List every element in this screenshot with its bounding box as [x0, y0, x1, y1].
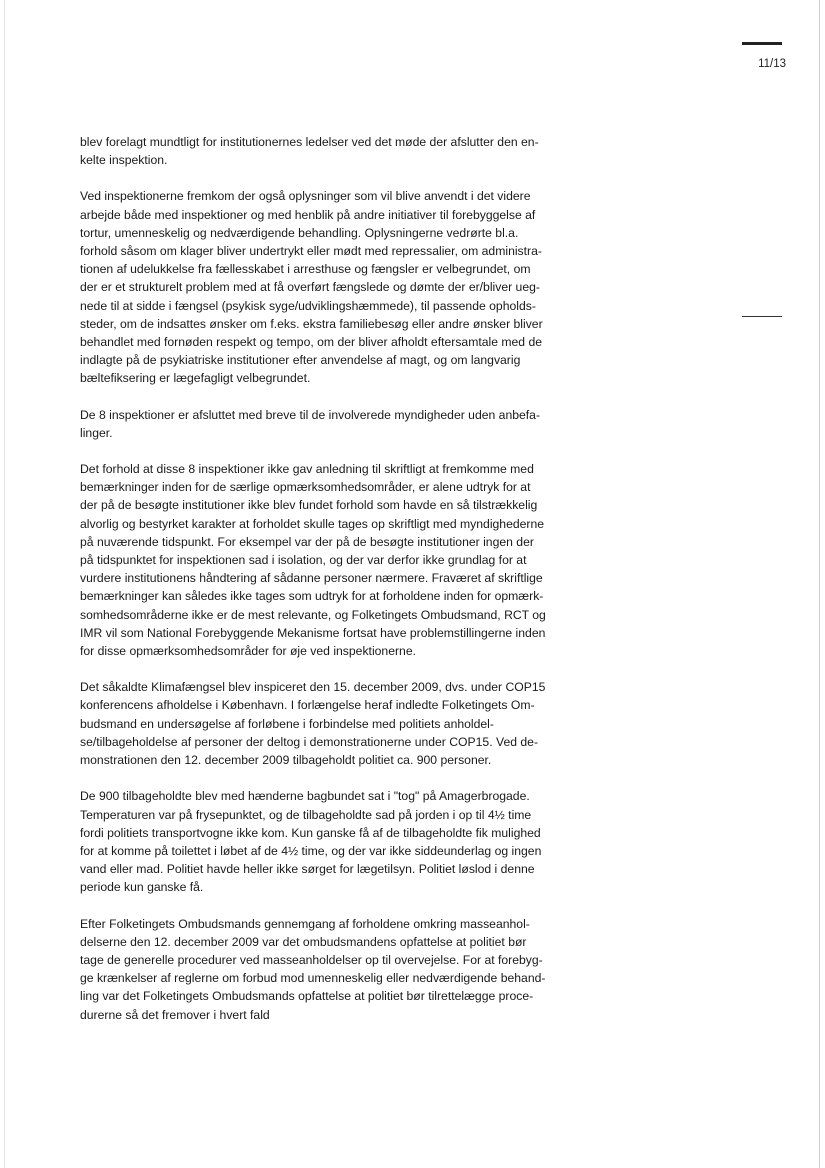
text-line: tortur, umenneskelig og nedværdigende behandling. Oplysningerne vedrørte bl.a.: [80, 225, 519, 240]
paragraph: [80, 915, 610, 1024]
header-rule: [742, 42, 782, 45]
paragraph: [80, 787, 610, 896]
text-line: budsmand en undersøgelse af forløbene i forbindelse med politiets anholdel-: [80, 716, 494, 731]
text-line: Efter Folketingets Ombudsmands gennemgang af forholdene omkring masseanhol-: [80, 916, 530, 931]
text-line: Temperaturen var på frysepunktet, og de tilbageholdte sad på jorden i op til 4½ time: [80, 807, 532, 822]
paragraph: [80, 133, 610, 169]
scan-edge-left: [4, 0, 5, 1168]
text-line: Det såkaldte Klimafængsel blev inspiceret den 15. december 2009, dvs. under COP15: [80, 680, 546, 695]
page-number: 11/13: [758, 58, 786, 70]
text-line: kelte inspektion.: [80, 153, 168, 168]
text-line: se/tilbageholdelse af personer der deltog i demonstrationerne under COP15. Ved de-: [80, 734, 539, 749]
text-line: tage de generelle procedurer ved masseanholdelser op til overvejelse. For at forebyg-: [80, 952, 543, 967]
text-line: Det forhold at disse 8 inspektioner ikke gav anledning til skriftligt at fremkomme med: [80, 462, 534, 477]
text-line: durerne så det fremover i hvert fald: [80, 1007, 270, 1022]
text-line: ge krænkelser af reglerne om forbud mod umenneskelig eller nedværdigende behand-: [80, 971, 546, 986]
text-line: steder, om de indsattes ønsker om f.eks. ekstra familiebesøg eller andre ønsker bliver: [80, 316, 543, 331]
paragraph: [80, 187, 610, 387]
text-line: tionen af udelukkelse fra fællesskabet i arresthuse og fængsler er velbegrundet, om: [80, 262, 531, 277]
text-line: blev forelagt mundtligt for institutionernes ledelser ved det møde der afslutter den en-: [80, 135, 539, 149]
text-line: der er et strukturelt problem med at få overført fængslede og dømte der er/bliver ueg-: [80, 280, 540, 295]
text-line: forhold såsom om klager bliver undertrykt eller mødt med repressalier, om administra-: [80, 244, 542, 259]
text-line: fordi politiets transportvogne ikke kom. Kun ganske få af de tilbageholdte fik mulighed: [80, 825, 541, 840]
text-line: somhedsområderne ikke er de mest relevante, og Folketingets Ombudsmand, RCT og: [80, 607, 546, 622]
text-line: arbejde både med inspektioner og med henblik på andre initiativer til forebyggelse af: [80, 207, 536, 222]
paragraph: [80, 460, 610, 660]
text-line: nede til at sidde i fængsel (psykisk syge/udviklingshæmmede), til passende opholds-: [80, 298, 536, 313]
text-line: De 900 tilbageholdte blev med hænderne bagbundet sat i "tog" på Amagerbrogade.: [80, 789, 530, 804]
text-line: bemærkninger inden for de særlige opmærksomhedsområder, er alene udtryk for at: [80, 480, 531, 495]
text-line: IMR vil som National Forebyggende Mekanisme fortsat have problemstillingerne inden: [80, 625, 546, 640]
text-line: linger.: [80, 425, 113, 440]
text-line: Ved inspektionerne fremkom der også oplysninger som vil blive anvendt i det videre: [80, 189, 531, 204]
text-line: delserne den 12. december 2009 var det ombudsmandens opfattelse at politiet bør: [80, 934, 527, 949]
text-line: indlagte på de psykiatriske institutioner efter anvendelse af magt, og om langvarig: [80, 353, 521, 368]
text-line: ling var det Folketingets Ombudsmands opfattelse at politiet bør tilrettelægge proce-: [80, 989, 534, 1004]
text-line: periode kun ganske få.: [80, 880, 204, 895]
text-line: for at komme på toilettet i løbet af de 4½ time, og der var ikke siddeunderlag og ingen: [80, 843, 542, 858]
text-line: monstrationen den 12. december 2009 tilbageholdt politiet ca. 900 personer.: [80, 753, 492, 768]
text-line: der på de besøgte institutioner ikke blev fundet forhold som havde en så tilstrækkelig: [80, 498, 538, 513]
margin-rule: [742, 316, 782, 317]
paragraph: [80, 678, 610, 769]
text-line: på nuværende tidspunkt. For eksempel var der på de besøgte institutioner ingen der: [80, 534, 534, 549]
paragraph: [80, 406, 610, 442]
text-line: for disse opmærksomhedsområder for øje ved inspektionerne.: [80, 644, 416, 659]
text-line: på tidspunktet for inspektionen sad i isolation, og der var derfor ikke grundlag for at: [80, 553, 527, 568]
text-line: behandlet med fornøden respekt og tempo, om der bliver afholdt eftersamtale med de: [80, 335, 543, 350]
text-line: alvorlig og bestyrket karakter at forholdet skulle tages op skriftligt med myndighederne: [80, 516, 545, 531]
text-line: vand eller mad. Politiet havde heller ikke sørget for lægetilsyn. Politiet løslod i denne: [80, 862, 535, 877]
text-line: bæltefiksering er lægefagligt velbegrundet.: [80, 371, 311, 386]
text-line: De 8 inspektioner er afsluttet med breve til de involverede myndigheder uden anbefa-: [80, 407, 541, 422]
text-line: bemærkninger kan således ikke tages som udtryk for at forholdene inden for opmærk-: [80, 589, 544, 604]
body-text: [80, 133, 610, 1042]
text-line: konferencens afholdelse i København. I forlængelse heraf indledte Folketingets Om-: [80, 698, 535, 713]
text-line: vurdere institutionens håndtering af sådanne personer nærmere. Fraværet af skriftlige: [80, 571, 543, 586]
scan-edge-right: [819, 0, 820, 1168]
